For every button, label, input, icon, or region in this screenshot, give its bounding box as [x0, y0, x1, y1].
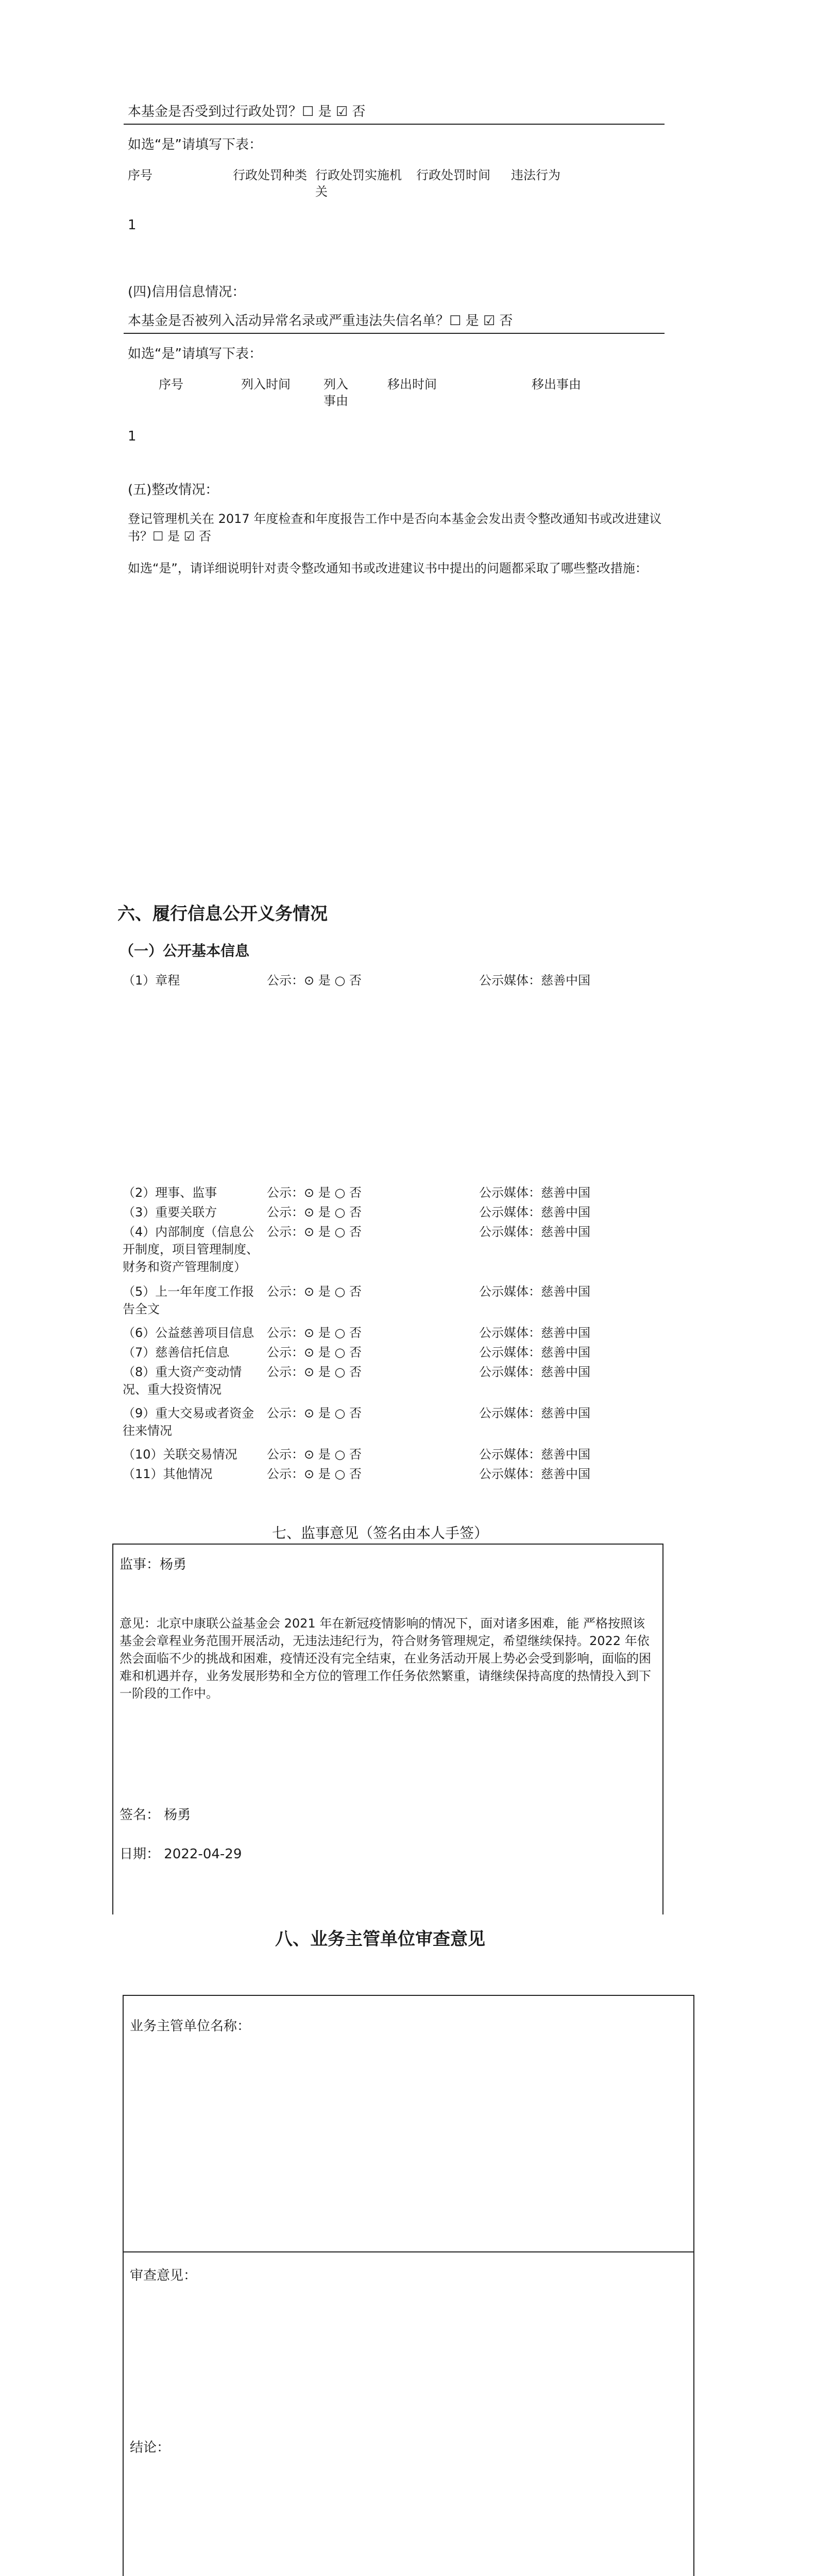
- disclosure-item-media: 公示媒体：慈善中国: [479, 1447, 590, 1462]
- penalty-header-time: 行政处罚时间: [416, 168, 490, 182]
- supervisor-opinion: 意见：北京中康联公益基金会 2021 年在新冠疫情影响的情况下，面对诸多困难，能 严格按照该基金会章程业务范围开展活动，无违法违纪行为，符合财务管理规定，希望继续保持。2022 年依然会面临不少的挑战和困难，疫情还没有完全结束，在业务活动开展上势必会受到影响，面临的困难和机遇并存，业务发展形势和全方位的管理工作任务依然繁重，请继续保持高度的热情投入到下一阶段的工作中。: [120, 1616, 651, 1701]
- disclosure-item-publish: 公示：⊙ 是 ○ 否: [267, 1205, 362, 1219]
- divider: [124, 2251, 694, 2252]
- disclosure-item-publish: 公示：⊙ 是 ○ 否: [267, 1406, 362, 1420]
- disclosure-item-publish: 公示：⊙ 是 ○ 否: [267, 1326, 362, 1340]
- credit-instruction: 如选“是”请填写下表：: [128, 346, 262, 362]
- authority-title: 八、业务主管单位审查意见: [275, 1929, 485, 1950]
- supervisor-title: 七、监事意见（签名由本人手签）: [272, 1524, 489, 1541]
- authority-conclusion-label: 结论：: [130, 2440, 171, 2455]
- disclosure-item-label: （6）公益慈善项目信息: [123, 1326, 254, 1340]
- penalty-instruction: 如选“是”请填写下表：: [128, 137, 262, 152]
- disclosure-title: 六、履行信息公开义务情况: [117, 904, 328, 924]
- disclosure-item-media: 公示媒体：慈善中国: [479, 1467, 590, 1481]
- supervisor-signature: 签名： 杨勇: [120, 1807, 191, 1823]
- disclosure-item-publish: 公示：⊙ 是 ○ 否: [267, 1185, 362, 1200]
- penalty-row-number: 1: [128, 217, 137, 233]
- disclosure-item-media: 公示媒体：慈善中国: [479, 1345, 590, 1360]
- credit-section-title: (四)信用信息情况：: [128, 284, 246, 300]
- disclosure-item-publish: 公示：⊙ 是 ○ 否: [267, 1345, 362, 1360]
- credit-header-in-reason: 列入事由: [324, 377, 348, 408]
- rectification-section-title: (五)整改情况：: [128, 482, 219, 498]
- credit-header-in-time: 列入时间: [241, 377, 291, 392]
- supervisor-date: 日期： 2022-04-29: [120, 1846, 242, 1862]
- disclosure-item-publish: 公示：⊙ 是 ○ 否: [267, 973, 362, 988]
- penalty-question: 本基金是否受到过行政处罚？☐ 是 ☑ 否: [128, 104, 366, 120]
- disclosure-item-publish: 公示：⊙ 是 ○ 否: [267, 1447, 362, 1462]
- disclosure-item-label: （4）内部制度（信息公开制度，项目管理制度、财务和资产管理制度）: [123, 1225, 259, 1274]
- rectification-instruction: 如选“是”，请详细说明针对责令整改通知书或改进建议书中提出的问题都采取了哪些整改措施：: [128, 561, 648, 575]
- disclosure-item-label: （10）关联交易情况: [123, 1447, 237, 1462]
- disclosure-item-publish: 公示：⊙ 是 ○ 否: [267, 1284, 362, 1299]
- authority-review-box: [123, 1995, 694, 2576]
- credit-row-number: 1: [128, 429, 137, 444]
- rectification-question: 登记管理机关在 2017 年度检查和年度报告工作中是否向本基金会发出责令整改通知书或改进建议书？☐ 是 ☑ 否: [128, 512, 662, 544]
- disclosure-item-media: 公示媒体：慈善中国: [479, 973, 590, 988]
- disclosure-item-media: 公示媒体：慈善中国: [479, 1365, 590, 1379]
- disclosure-item-label: （3）重要关联方: [123, 1205, 217, 1219]
- disclosure-item-label: （2）理事、监事: [123, 1185, 217, 1200]
- disclosure-item-label: （8）重大资产变动情况、重大投资情况: [123, 1365, 242, 1397]
- disclosure-item-label: （9）重大交易或者资金往来情况: [123, 1406, 254, 1438]
- disclosure-item-media: 公示媒体：慈善中国: [479, 1406, 590, 1420]
- penalty-header-violation: 违法行为: [511, 168, 560, 182]
- credit-question: 本基金是否被列入活动异常名录或严重违法失信名单？☐ 是 ☑ 否: [128, 313, 513, 329]
- disclosure-item-publish: 公示：⊙ 是 ○ 否: [267, 1365, 362, 1379]
- disclosure-item-publish: 公示：⊙ 是 ○ 否: [267, 1225, 362, 1239]
- disclosure-item-media: 公示媒体：慈善中国: [479, 1205, 590, 1219]
- divider: [124, 124, 665, 125]
- authority-unit-name-label: 业务主管单位名称：: [130, 2019, 251, 2034]
- disclosure-item-publish: 公示：⊙ 是 ○ 否: [267, 1467, 362, 1481]
- disclosure-subtitle: （一）公开基本信息: [120, 942, 250, 959]
- disclosure-item-label: （1）章程: [123, 973, 180, 988]
- divider: [124, 333, 665, 334]
- credit-header-out-time: 移出时间: [387, 377, 437, 392]
- credit-header-no: 序号: [159, 377, 183, 392]
- authority-review-label: 审查意见：: [130, 2268, 197, 2283]
- disclosure-item-media: 公示媒体：慈善中国: [479, 1185, 590, 1200]
- disclosure-item-label: （7）慈善信托信息: [123, 1345, 230, 1360]
- supervisor-opinion-box: [112, 1544, 663, 1914]
- disclosure-item-label: （5）上一年年度工作报告全文: [123, 1284, 254, 1316]
- supervisor-name: 监事：杨勇: [120, 1557, 187, 1572]
- penalty-header-authority: 行政处罚实施机关: [315, 168, 402, 199]
- disclosure-item-media: 公示媒体：慈善中国: [479, 1326, 590, 1340]
- disclosure-item-media: 公示媒体：慈善中国: [479, 1284, 590, 1299]
- disclosure-item-label: （11）其他情况: [123, 1467, 213, 1481]
- credit-header-out-reason: 移出事由: [532, 377, 581, 392]
- penalty-header-no: 序号: [128, 168, 152, 182]
- penalty-header-type: 行政处罚种类: [233, 168, 307, 182]
- disclosure-item-media: 公示媒体：慈善中国: [479, 1225, 590, 1239]
